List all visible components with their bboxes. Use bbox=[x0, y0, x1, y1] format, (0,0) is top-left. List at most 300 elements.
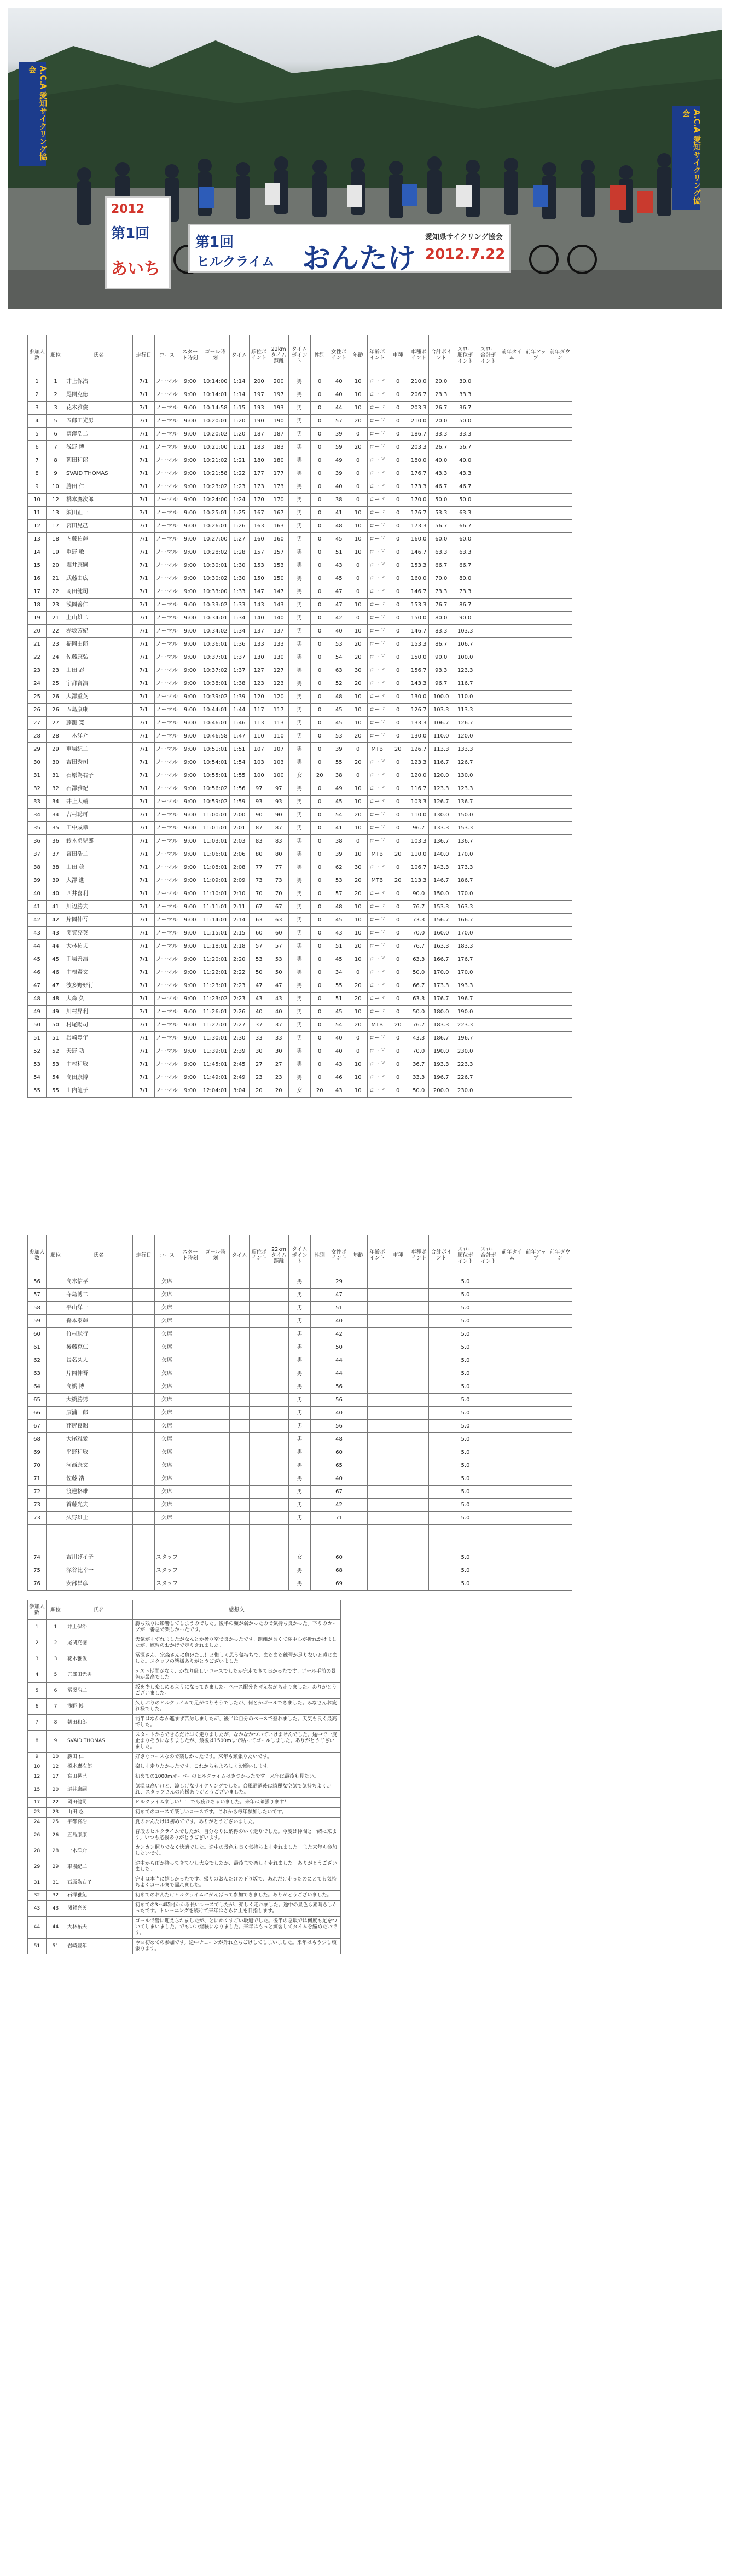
table-cell: 11:18:01 bbox=[201, 940, 229, 953]
table-cell bbox=[477, 848, 500, 861]
table-cell bbox=[349, 1512, 368, 1525]
table-cell bbox=[179, 1564, 201, 1577]
table-cell: 20 bbox=[349, 415, 367, 428]
table-cell: 9:00 bbox=[179, 835, 201, 848]
table-cell: 男 bbox=[288, 796, 310, 809]
table-cell: 11:26:01 bbox=[201, 1006, 229, 1019]
table-cell: 0 bbox=[310, 822, 329, 835]
comments-table bbox=[27, 1600, 341, 1954]
table-cell: 33 bbox=[249, 1032, 269, 1045]
table-cell: 5.0 bbox=[454, 1367, 477, 1380]
column-header: 性別 bbox=[310, 335, 329, 375]
table-cell: ノーマル bbox=[155, 638, 179, 651]
table-cell: 5.0 bbox=[454, 1499, 477, 1512]
table-cell: 0 bbox=[387, 993, 409, 1006]
table-cell bbox=[429, 1275, 454, 1289]
table-cell bbox=[133, 1289, 155, 1302]
table-cell bbox=[500, 1032, 524, 1045]
column-header: 氏名 bbox=[65, 335, 133, 375]
table-cell: 38 bbox=[329, 494, 349, 507]
table-cell: 11:09:01 bbox=[201, 874, 229, 887]
table-cell: ロード bbox=[367, 585, 387, 599]
comment-row bbox=[28, 1782, 341, 1798]
column-header: 氏名 bbox=[65, 1235, 133, 1275]
table-cell: 5.0 bbox=[454, 1315, 477, 1328]
table-cell bbox=[47, 1486, 65, 1499]
table-cell: 40 bbox=[329, 375, 349, 388]
table-cell bbox=[477, 717, 500, 730]
table-cell bbox=[500, 1006, 524, 1019]
table-cell bbox=[368, 1499, 387, 1512]
table-cell: 欠席 bbox=[155, 1446, 179, 1459]
table-cell: 0 bbox=[310, 1058, 329, 1071]
table-cell bbox=[477, 730, 500, 743]
table-cell: 153.3 bbox=[409, 559, 428, 572]
table-cell bbox=[548, 1084, 572, 1098]
table-cell bbox=[500, 1394, 524, 1407]
table-cell bbox=[524, 1302, 548, 1315]
table-cell bbox=[429, 1577, 454, 1591]
table-cell bbox=[250, 1499, 269, 1512]
table-cell: 2:23 bbox=[229, 993, 249, 1006]
table-cell bbox=[548, 480, 572, 494]
table-cell: 9 bbox=[28, 1753, 47, 1762]
table-cell: 2 bbox=[47, 1635, 65, 1651]
table-cell bbox=[524, 1045, 548, 1058]
table-cell bbox=[179, 1433, 201, 1446]
table-cell bbox=[548, 1354, 572, 1367]
table-cell: 男 bbox=[289, 1394, 311, 1407]
table-cell bbox=[250, 1380, 269, 1394]
table-row bbox=[28, 966, 572, 979]
table-cell: 173.3 bbox=[409, 480, 428, 494]
table-cell: 23 bbox=[47, 1808, 65, 1818]
table-cell: 60.0 bbox=[454, 533, 477, 546]
table-cell: 7/1 bbox=[133, 402, 155, 415]
table-cell bbox=[47, 1302, 65, 1315]
table-row bbox=[28, 375, 572, 388]
table-cell bbox=[47, 1394, 65, 1407]
table-cell: 41 bbox=[329, 822, 349, 835]
table-cell: 石澤雅紀 bbox=[65, 1891, 133, 1901]
table-row bbox=[28, 914, 572, 927]
table-cell: 0 bbox=[310, 388, 329, 402]
table-cell: 51 bbox=[329, 1302, 349, 1315]
table-cell bbox=[477, 756, 500, 769]
table-cell: 7 bbox=[28, 454, 47, 467]
table-cell: 25 bbox=[47, 677, 65, 691]
table-cell: 男 bbox=[288, 402, 310, 415]
table-cell: 31 bbox=[47, 769, 65, 782]
table-cell: 男 bbox=[289, 1328, 311, 1341]
table-cell: 20 bbox=[28, 625, 47, 638]
table-row bbox=[28, 625, 572, 638]
table-cell: 110 bbox=[269, 730, 288, 743]
table-cell: 153.3 bbox=[409, 599, 428, 612]
column-header: 年齢ポイント bbox=[367, 335, 387, 375]
table-cell: 146.7 bbox=[409, 585, 428, 599]
table-cell bbox=[47, 1328, 65, 1341]
table-cell: 男 bbox=[288, 612, 310, 625]
table-cell: 0 bbox=[387, 572, 409, 585]
table-cell: 男 bbox=[288, 691, 310, 704]
table-cell: ノーマル bbox=[155, 966, 179, 979]
table-cell: 180.0 bbox=[409, 454, 428, 467]
table-cell: 76.7 bbox=[409, 1019, 428, 1032]
column-header: 年齢 bbox=[349, 335, 367, 375]
table-cell: 43 bbox=[249, 993, 269, 1006]
table-cell bbox=[477, 874, 500, 887]
table-cell bbox=[250, 1315, 269, 1328]
table-cell: 123.3 bbox=[409, 756, 428, 769]
table-cell: 男 bbox=[288, 480, 310, 494]
table-cell bbox=[477, 1512, 500, 1525]
table-row bbox=[28, 1551, 572, 1564]
column-header: 順位 bbox=[47, 1600, 65, 1620]
table-cell: 10:21:00 bbox=[201, 441, 229, 454]
table-cell: 男 bbox=[289, 1407, 311, 1420]
table-cell: ノーマル bbox=[155, 428, 179, 441]
comment-text: 完走は本当に嬉しかったです。帰りのおんたけの下り坂で、あれだけ走ったのにとても気持ちよくゴールまで帰れました。 bbox=[133, 1875, 341, 1891]
table-cell bbox=[524, 1420, 548, 1433]
table-cell: 67 bbox=[249, 901, 269, 914]
table-cell bbox=[47, 1354, 65, 1367]
table-cell: 73.3 bbox=[428, 585, 454, 599]
table-cell: 65 bbox=[329, 1459, 349, 1472]
column-header: 前年ダウン bbox=[548, 335, 572, 375]
table-cell: 173.3 bbox=[409, 520, 428, 533]
table-cell: 欠席 bbox=[155, 1472, 179, 1486]
table-row bbox=[28, 1071, 572, 1084]
table-row bbox=[28, 1328, 572, 1341]
table-cell: ロード bbox=[367, 993, 387, 1006]
table-cell bbox=[524, 1499, 548, 1512]
table-cell: 22 bbox=[47, 625, 65, 638]
table-cell: 26 bbox=[47, 704, 65, 717]
table-cell bbox=[387, 1367, 409, 1380]
table-cell: 9:00 bbox=[179, 1045, 201, 1058]
table-cell: 140 bbox=[249, 612, 269, 625]
table-cell bbox=[548, 887, 572, 901]
table-cell: 60 bbox=[329, 1446, 349, 1459]
table-cell: 0 bbox=[310, 402, 329, 415]
table-cell: 2:08 bbox=[229, 861, 249, 874]
table-cell bbox=[311, 1459, 329, 1472]
table-cell bbox=[368, 1328, 387, 1341]
table-cell: 10:56:02 bbox=[201, 782, 229, 796]
table-cell: 196.7 bbox=[454, 993, 477, 1006]
table-cell: 10:37:01 bbox=[201, 651, 229, 664]
table-cell: 51 bbox=[47, 1939, 65, 1954]
table-row bbox=[28, 1512, 572, 1525]
table-cell: 1:23 bbox=[229, 480, 249, 494]
table-cell: 0 bbox=[310, 1019, 329, 1032]
table-cell bbox=[500, 599, 524, 612]
table-cell: 男 bbox=[288, 1006, 310, 1019]
table-cell: 0 bbox=[310, 704, 329, 717]
table-cell bbox=[179, 1420, 201, 1433]
table-cell: 19 bbox=[28, 612, 47, 625]
table-cell: 0 bbox=[387, 822, 409, 835]
table-cell bbox=[201, 1302, 230, 1315]
table-cell: ノーマル bbox=[155, 651, 179, 664]
table-cell: 0 bbox=[387, 914, 409, 927]
column-header: 車種 bbox=[387, 1235, 409, 1275]
table-cell: 0 bbox=[387, 454, 409, 467]
table-cell: 133.3 bbox=[454, 743, 477, 756]
table-cell bbox=[548, 520, 572, 533]
table-cell: 10:38:01 bbox=[201, 677, 229, 691]
table-cell bbox=[524, 651, 548, 664]
table-cell: 136.7 bbox=[428, 835, 454, 848]
table-cell: ノーマル bbox=[155, 480, 179, 494]
table-cell bbox=[477, 415, 500, 428]
table-cell bbox=[524, 507, 548, 520]
table-cell bbox=[269, 1354, 289, 1367]
table-cell: 9:00 bbox=[179, 953, 201, 966]
table-cell bbox=[230, 1407, 250, 1420]
table-cell: 0 bbox=[310, 612, 329, 625]
table-cell: 10 bbox=[349, 546, 367, 559]
table-row bbox=[28, 887, 572, 901]
table-cell bbox=[477, 1058, 500, 1071]
table-cell: 7/1 bbox=[133, 625, 155, 638]
table-cell: 0 bbox=[310, 467, 329, 480]
table-cell: 0 bbox=[310, 559, 329, 572]
table-cell bbox=[477, 1564, 500, 1577]
comment-row bbox=[28, 1620, 341, 1635]
table-cell: 7/1 bbox=[133, 782, 155, 796]
table-row bbox=[28, 1380, 572, 1394]
table-cell: 5.0 bbox=[454, 1433, 477, 1446]
table-cell: 47 bbox=[47, 979, 65, 993]
table-row bbox=[28, 1459, 572, 1472]
table-cell: 66.7 bbox=[428, 559, 454, 572]
column-header: 年齢 bbox=[349, 1235, 368, 1275]
table-row bbox=[28, 1446, 572, 1459]
table-cell bbox=[500, 467, 524, 480]
table-cell: 7/1 bbox=[133, 861, 155, 874]
table-cell bbox=[477, 1407, 500, 1420]
table-cell: ノーマル bbox=[155, 743, 179, 756]
column-header: 走行日 bbox=[133, 1235, 155, 1275]
table-cell: 173.3 bbox=[454, 861, 477, 874]
table-cell: 103.3 bbox=[428, 704, 454, 717]
table-cell bbox=[477, 388, 500, 402]
table-cell: 117 bbox=[249, 704, 269, 717]
table-cell: 9:00 bbox=[179, 415, 201, 428]
table-cell: 0 bbox=[310, 796, 329, 809]
table-cell: 0 bbox=[387, 585, 409, 599]
table-cell bbox=[500, 375, 524, 388]
table-cell: 42 bbox=[329, 1499, 349, 1512]
table-cell bbox=[250, 1394, 269, 1407]
table-cell: 33.3 bbox=[454, 388, 477, 402]
table-cell: 9:00 bbox=[179, 769, 201, 782]
table-cell: 26 bbox=[28, 704, 47, 717]
table-cell: 44 bbox=[28, 1917, 47, 1939]
table-cell bbox=[500, 1564, 524, 1577]
table-cell bbox=[368, 1551, 387, 1564]
table-cell: 107 bbox=[249, 743, 269, 756]
table-cell: 54 bbox=[47, 1071, 65, 1084]
table-cell: 45 bbox=[329, 953, 349, 966]
column-header: コース bbox=[155, 1235, 179, 1275]
table-cell: 45 bbox=[329, 914, 349, 927]
column-header: 女性ポイント bbox=[329, 1235, 349, 1275]
table-cell bbox=[349, 1459, 368, 1472]
table-cell: 1:33 bbox=[229, 599, 249, 612]
table-cell: 43 bbox=[47, 1901, 65, 1917]
table-cell bbox=[47, 1499, 65, 1512]
table-cell: 0 bbox=[387, 1045, 409, 1058]
table-cell: 116.7 bbox=[409, 782, 428, 796]
table-cell: 35 bbox=[28, 822, 47, 835]
table-cell: 40 bbox=[47, 887, 65, 901]
table-cell: 0 bbox=[387, 599, 409, 612]
table-cell bbox=[47, 1577, 65, 1591]
table-cell: 9:00 bbox=[179, 848, 201, 861]
table-cell bbox=[477, 428, 500, 441]
table-cell: 女 bbox=[288, 769, 310, 782]
table-cell: 7/1 bbox=[133, 520, 155, 533]
table-cell: 0 bbox=[310, 927, 329, 940]
table-cell bbox=[250, 1472, 269, 1486]
table-cell: 尾関克徳 bbox=[65, 1635, 133, 1651]
table-cell bbox=[548, 375, 572, 388]
table-cell bbox=[477, 1354, 500, 1367]
table-row bbox=[28, 993, 572, 1006]
table-cell: 山田 稔 bbox=[65, 861, 133, 874]
table-cell bbox=[500, 585, 524, 599]
table-cell bbox=[201, 1367, 230, 1380]
column-header: 前年アップ bbox=[524, 1235, 548, 1275]
table-cell bbox=[429, 1354, 454, 1367]
column-header: 氏名 bbox=[65, 1600, 133, 1620]
table-cell: ノーマル bbox=[155, 1032, 179, 1045]
table-cell: 25 bbox=[28, 691, 47, 704]
table-cell: 40 bbox=[329, 625, 349, 638]
comment-text: 好きなコースなので楽しかったです。来年も頑張りたいです。 bbox=[133, 1753, 341, 1762]
column-header: スロー合計ポイント bbox=[477, 1235, 500, 1275]
table-cell: 0 bbox=[349, 454, 367, 467]
table-cell bbox=[548, 651, 572, 664]
table-cell: 男 bbox=[288, 1045, 310, 1058]
table-cell: 冨澤浩二 bbox=[65, 1683, 133, 1699]
table-cell: 0 bbox=[387, 901, 409, 914]
table-cell bbox=[548, 1551, 572, 1564]
table-cell: 70.0 bbox=[409, 927, 428, 940]
table-cell: 5.0 bbox=[454, 1472, 477, 1486]
table-cell: 48 bbox=[329, 691, 349, 704]
table-cell: 10 bbox=[349, 1071, 367, 1084]
table-cell: 8 bbox=[47, 1715, 65, 1731]
table-cell bbox=[250, 1577, 269, 1591]
table-cell: 7/1 bbox=[133, 441, 155, 454]
table-cell bbox=[524, 756, 548, 769]
table-cell: 126.7 bbox=[454, 717, 477, 730]
table-cell: 36.7 bbox=[409, 1058, 428, 1071]
table-cell: 113 bbox=[269, 717, 288, 730]
table-cell: 47 bbox=[329, 1289, 349, 1302]
table-cell: ロード bbox=[367, 402, 387, 415]
table-cell bbox=[429, 1289, 454, 1302]
table-cell: 190.0 bbox=[454, 1006, 477, 1019]
table-cell bbox=[524, 822, 548, 835]
table-cell bbox=[230, 1459, 250, 1472]
table-cell: 45 bbox=[329, 704, 349, 717]
table-cell: 7/1 bbox=[133, 796, 155, 809]
table-cell bbox=[179, 1341, 201, 1354]
table-cell bbox=[250, 1328, 269, 1341]
table-cell: 冨澤浩二 bbox=[65, 428, 133, 441]
table-cell bbox=[133, 1564, 155, 1577]
table-cell: ノーマル bbox=[155, 388, 179, 402]
table-cell bbox=[230, 1367, 250, 1380]
table-cell: 藤籠 寛 bbox=[65, 717, 133, 730]
table-cell bbox=[201, 1564, 230, 1577]
table-cell bbox=[524, 441, 548, 454]
table-cell: 63.3 bbox=[454, 507, 477, 520]
table-cell bbox=[269, 1380, 289, 1394]
table-cell bbox=[477, 1071, 500, 1084]
table-cell bbox=[500, 1019, 524, 1032]
table-cell: 173.3 bbox=[428, 979, 454, 993]
event-banner: 第1回 ヒルクライム おんたけ 愛知県サイクリング協会 2012.7.22 bbox=[188, 224, 511, 273]
table-cell bbox=[429, 1380, 454, 1394]
table-cell: 7/1 bbox=[133, 848, 155, 861]
table-cell: 193.3 bbox=[454, 979, 477, 993]
table-cell bbox=[387, 1459, 409, 1472]
table-cell: 7/1 bbox=[133, 835, 155, 848]
table-cell: 男 bbox=[288, 979, 310, 993]
table-cell bbox=[269, 1486, 289, 1499]
table-cell: 7/1 bbox=[133, 927, 155, 940]
table-cell: 1:34 bbox=[229, 612, 249, 625]
table-cell: 男 bbox=[288, 940, 310, 953]
table-cell bbox=[524, 454, 548, 467]
table-cell: 1:30 bbox=[229, 559, 249, 572]
table-cell: 0 bbox=[387, 441, 409, 454]
table-cell: 4 bbox=[28, 415, 47, 428]
table-cell: 47 bbox=[329, 585, 349, 599]
table-cell: ノーマル bbox=[155, 664, 179, 677]
table-cell: 38 bbox=[329, 769, 349, 782]
table-cell bbox=[524, 467, 548, 480]
table-cell: 210.0 bbox=[409, 415, 428, 428]
table-cell: 64 bbox=[28, 1380, 47, 1394]
table-cell bbox=[47, 1380, 65, 1394]
table-cell: 90 bbox=[269, 809, 288, 822]
comment-text: 久しぶりのヒルクライムで足がつりそうでしたが、何とかゴールできました。みなさんお疲れ様でした。 bbox=[133, 1699, 341, 1715]
table-cell: 73.3 bbox=[454, 585, 477, 599]
table-cell: 川辺勝夫 bbox=[65, 901, 133, 914]
table-cell bbox=[429, 1512, 454, 1525]
table-cell: 153 bbox=[249, 559, 269, 572]
table-cell: 40 bbox=[329, 1045, 349, 1058]
table-cell bbox=[500, 835, 524, 848]
table-cell: 41 bbox=[329, 507, 349, 520]
table-cell bbox=[179, 1472, 201, 1486]
table-cell: 63 bbox=[28, 1367, 47, 1380]
aca-flag-left: A.C.A 愛知サイクリング協会 bbox=[19, 62, 46, 166]
table-cell: 55 bbox=[329, 979, 349, 993]
table-cell: 5.0 bbox=[454, 1577, 477, 1591]
table-cell bbox=[524, 1394, 548, 1407]
table-cell: 71 bbox=[329, 1512, 349, 1525]
table-cell bbox=[500, 441, 524, 454]
table-cell bbox=[548, 467, 572, 480]
